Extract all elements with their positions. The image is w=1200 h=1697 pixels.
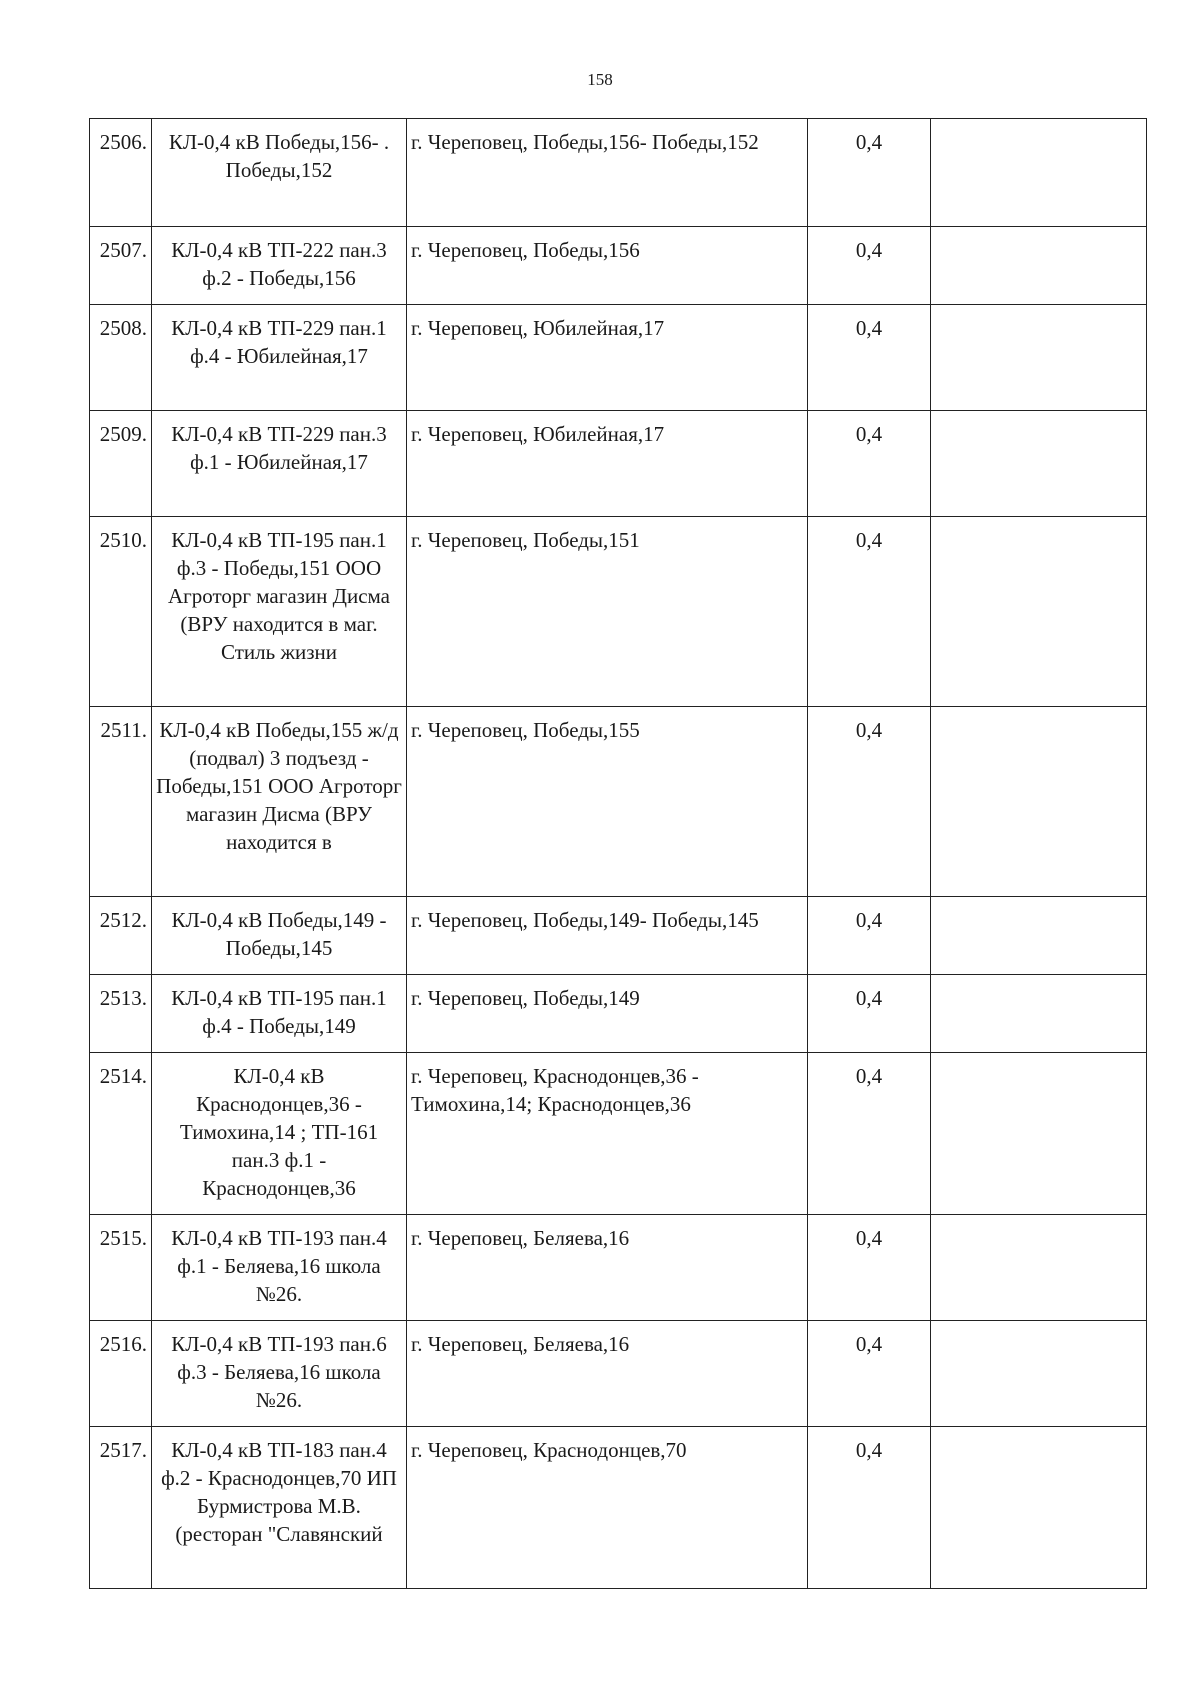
line-voltage: 0,4 bbox=[808, 1053, 931, 1215]
line-name: КЛ-0,4 кВ ТП-195 пан.1 ф.4 - Победы,149 bbox=[152, 975, 407, 1053]
line-address: г. Череповец, Краснодонцев,36 - Тимохина,14; Краснодонцев,36 bbox=[407, 1053, 808, 1215]
row-number: 2517. bbox=[90, 1427, 152, 1589]
line-address: г. Череповец, Победы,149 bbox=[407, 975, 808, 1053]
line-extra bbox=[931, 119, 1147, 227]
line-name: КЛ-0,4 кВ ТП-183 пан.4 ф.2 - Краснодонцев,70 ИП Бурмистрова М.В. (ресторан "Славянский bbox=[152, 1427, 407, 1589]
line-address: г. Череповец, Краснодонцев,70 bbox=[407, 1427, 808, 1589]
line-voltage: 0,4 bbox=[808, 227, 931, 305]
table-row bbox=[90, 1321, 1147, 1427]
table-row bbox=[90, 975, 1147, 1053]
line-voltage: 0,4 bbox=[808, 897, 931, 975]
row-number: 2508. bbox=[90, 305, 152, 411]
row-number: 2506. bbox=[90, 119, 152, 227]
row-number: 2512. bbox=[90, 897, 152, 975]
line-name: КЛ-0,4 кВ Победы,156- . Победы,152 bbox=[152, 119, 407, 227]
row-number: 2509. bbox=[90, 411, 152, 517]
table-row bbox=[90, 897, 1147, 975]
line-name: КЛ-0,4 кВ ТП-229 пан.3 ф.1 - Юбилейная,17 bbox=[152, 411, 407, 517]
line-address: г. Череповец, Победы,151 bbox=[407, 517, 808, 707]
row-number: 2515. bbox=[90, 1215, 152, 1321]
line-address: г. Череповец, Беляева,16 bbox=[407, 1321, 808, 1427]
table-row bbox=[90, 227, 1147, 305]
line-voltage: 0,4 bbox=[808, 305, 931, 411]
row-number: 2516. bbox=[90, 1321, 152, 1427]
line-name: КЛ-0,4 кВ ТП-222 пан.3 ф.2 - Победы,156 bbox=[152, 227, 407, 305]
table-row bbox=[90, 411, 1147, 517]
registry-table bbox=[89, 118, 1147, 1589]
line-extra bbox=[931, 1215, 1147, 1321]
line-extra bbox=[931, 1321, 1147, 1427]
line-extra bbox=[931, 1427, 1147, 1589]
table-row bbox=[90, 517, 1147, 707]
line-extra bbox=[931, 897, 1147, 975]
line-name: КЛ-0,4 кВ ТП-195 пан.1 ф.3 - Победы,151 ООО Агроторг магазин Дисма (ВРУ находится в маг. Стиль жизни bbox=[152, 517, 407, 707]
table-row bbox=[90, 305, 1147, 411]
table-row bbox=[90, 1427, 1147, 1589]
line-voltage: 0,4 bbox=[808, 119, 931, 227]
line-voltage: 0,4 bbox=[808, 975, 931, 1053]
line-name: КЛ-0,4 кВ ТП-193 пан.4 ф.1 - Беляева,16 школа №26. bbox=[152, 1215, 407, 1321]
line-voltage: 0,4 bbox=[808, 517, 931, 707]
row-number: 2511. bbox=[90, 707, 152, 897]
line-address: г. Череповец, Юбилейная,17 bbox=[407, 305, 808, 411]
page-number: 158 bbox=[587, 70, 613, 89]
line-name: КЛ-0,4 кВ Победы,155 ж/д (подвал) 3 подъезд - Победы,151 ООО Агроторг магазин Дисма (ВРУ находится в bbox=[152, 707, 407, 897]
line-extra bbox=[931, 707, 1147, 897]
line-name: КЛ-0,4 кВ ТП-193 пан.6 ф.3 - Беляева,16 школа №26. bbox=[152, 1321, 407, 1427]
line-name: КЛ-0,4 кВ Победы,149 - Победы,145 bbox=[152, 897, 407, 975]
row-number: 2507. bbox=[90, 227, 152, 305]
row-number: 2513. bbox=[90, 975, 152, 1053]
line-address: г. Череповец, Победы,155 bbox=[407, 707, 808, 897]
table-row bbox=[90, 1053, 1147, 1215]
line-address: г. Череповец, Победы,149- Победы,145 bbox=[407, 897, 808, 975]
line-address: г. Череповец, Беляева,16 bbox=[407, 1215, 808, 1321]
line-name: КЛ-0,4 кВ ТП-229 пан.1 ф.4 - Юбилейная,17 bbox=[152, 305, 407, 411]
line-voltage: 0,4 bbox=[808, 707, 931, 897]
table-row bbox=[90, 1215, 1147, 1321]
line-extra bbox=[931, 411, 1147, 517]
line-address: г. Череповец, Юбилейная,17 bbox=[407, 411, 808, 517]
line-address: г. Череповец, Победы,156 bbox=[407, 227, 808, 305]
line-voltage: 0,4 bbox=[808, 1321, 931, 1427]
line-voltage: 0,4 bbox=[808, 411, 931, 517]
line-address: г. Череповец, Победы,156- Победы,152 bbox=[407, 119, 808, 227]
line-name: КЛ-0,4 кВ Краснодонцев,36 - Тимохина,14 ; ТП-161 пан.3 ф.1 - Краснодонцев,36 bbox=[152, 1053, 407, 1215]
table-row bbox=[90, 707, 1147, 897]
row-number: 2510. bbox=[90, 517, 152, 707]
line-voltage: 0,4 bbox=[808, 1215, 931, 1321]
line-extra bbox=[931, 517, 1147, 707]
line-extra bbox=[931, 305, 1147, 411]
row-number: 2514. bbox=[90, 1053, 152, 1215]
line-extra bbox=[931, 1053, 1147, 1215]
line-extra bbox=[931, 227, 1147, 305]
line-extra bbox=[931, 975, 1147, 1053]
line-voltage: 0,4 bbox=[808, 1427, 931, 1589]
table-row bbox=[90, 119, 1147, 227]
